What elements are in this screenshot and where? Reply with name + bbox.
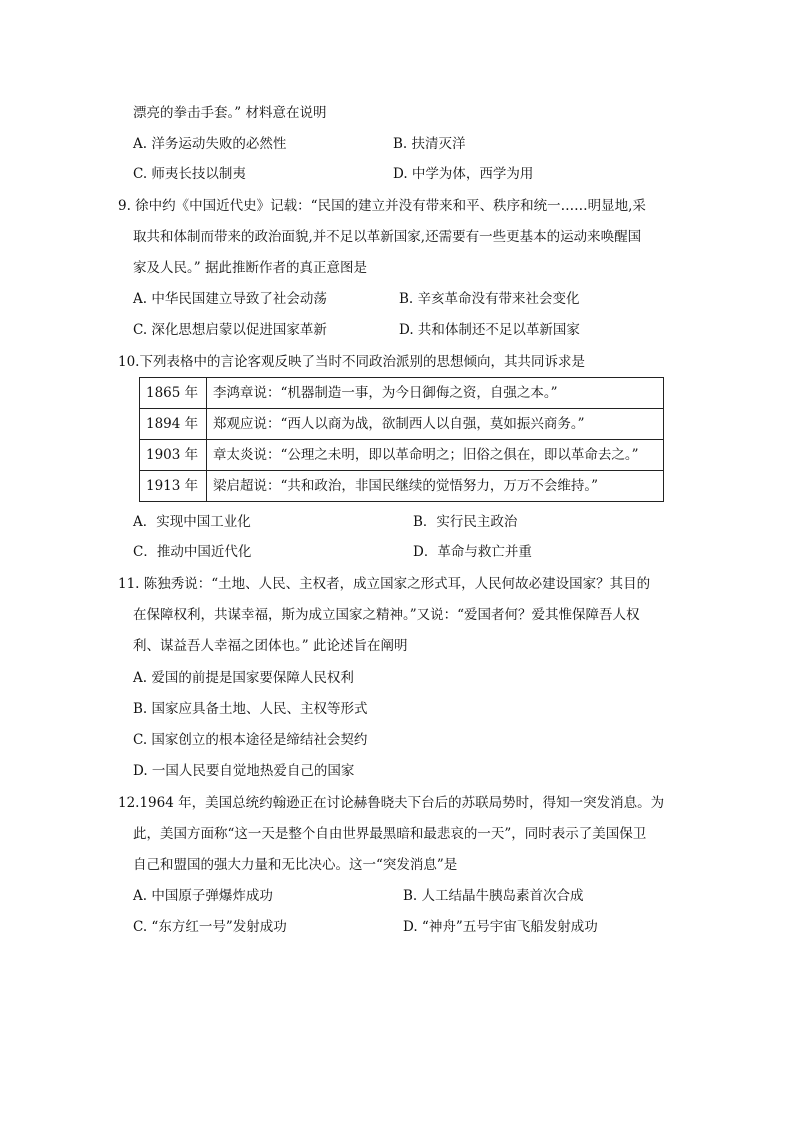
- q8-option-c[interactable]: C. 师夷长技以制夷: [133, 166, 246, 182]
- q11-stem-line-3: 利、谋益吾人幸福之团体也。” 此论述旨在阐明: [133, 638, 408, 654]
- q12-option-a[interactable]: A. 中国原子弹爆炸成功: [133, 888, 273, 904]
- q10-option-a[interactable]: A．实现中国工业化: [133, 514, 251, 530]
- q12-option-c[interactable]: C. “东方红一号”发射成功: [133, 919, 287, 935]
- table-cell-quote: 郑观应说：“西人以商为战，欲制西人以自强，莫如振兴商务。”: [207, 409, 664, 440]
- table-row: [140, 471, 664, 502]
- table-cell-year: 1894 年: [140, 409, 207, 440]
- q11-option-b[interactable]: B. 国家应具备土地、人民、主权等形式: [133, 701, 368, 717]
- q9-stem-line-1: 9. 徐中约《中国近代史》记载：“民国的建立并没有带来和平、秩序和统一……明显地,采: [118, 198, 646, 214]
- q11-stem-line-1: 11. 陈独秀说：“土地、人民、主权者，成立国家之形式耳，人民何故必建设国家？其目的: [118, 576, 651, 592]
- q11-stem-line-2: 在保障权利，共谋幸福，斯为成立国家之精神。”又说：“爱国者何？爱其惟保障吾人权: [133, 607, 640, 623]
- q12-option-b[interactable]: B. 人工结晶牛胰岛素首次合成: [403, 888, 584, 904]
- q12-stem-line-3: 自己和盟国的强大力量和无比决心。这一“突发消息”是: [133, 857, 458, 873]
- q10-option-d[interactable]: D．革命与救亡并重: [413, 544, 532, 560]
- table-cell-year: 1903 年: [140, 440, 207, 471]
- table-row: [140, 378, 664, 409]
- q8-option-d[interactable]: D. 中学为体，西学为用: [393, 166, 534, 182]
- table-cell-year: 1865 年: [140, 378, 207, 409]
- table-row: [140, 440, 664, 471]
- q9-stem-line-2: 取共和体制而带来的政治面貌,并不足以革新国家,还需要有一些更基本的运动来唤醒国: [133, 229, 642, 245]
- table-cell-year: 1913 年: [140, 471, 207, 502]
- q9-option-d[interactable]: D. 共和体制还不足以革新国家: [399, 322, 580, 338]
- q9-option-a[interactable]: A. 中华民国建立导致了社会动荡: [133, 291, 327, 307]
- q10-stem: 10.下列表格中的言论客观反映了当时不同政治派别的思想倾向，其共同诉求是: [118, 354, 585, 370]
- q8-option-b[interactable]: B. 扶清灭洋: [393, 136, 466, 152]
- q10-quotes-table: [139, 377, 664, 502]
- q12-stem-line-1: 12.1964 年，美国总统约翰逊正在讨论赫鲁晓夫下台后的苏联局势时，得知一突发消息。为: [118, 795, 665, 811]
- q10-option-b[interactable]: B．实行民主政治: [413, 514, 518, 530]
- q11-option-c[interactable]: C. 国家创立的根本途径是缔结社会契约: [133, 732, 368, 748]
- q8-option-a[interactable]: A. 洋务运动失败的必然性: [133, 136, 287, 152]
- q8-stem-continuation: 漂亮的拳击手套。” 材料意在说明: [133, 105, 327, 121]
- q9-stem-line-3: 家及人民。” 据此推断作者的真正意图是: [133, 260, 367, 276]
- q11-option-d[interactable]: D. 一国人民要自觉地热爱自己的国家: [133, 763, 355, 779]
- q10-option-c[interactable]: C．推动中国近代化: [133, 544, 252, 560]
- table-cell-quote: 梁启超说：“共和政治，非国民继续的觉悟努力，万万不会维持。”: [207, 471, 664, 502]
- table-row: [140, 409, 664, 440]
- q12-stem-line-2: 此，美国方面称“这一天是整个自由世界最黑暗和最悲哀的一天”，同时表示了美国保卫: [133, 826, 647, 842]
- table-cell-quote: 章太炎说：“公理之未明，即以革命明之；旧俗之俱在，即以革命去之。”: [207, 440, 664, 471]
- table-cell-quote: 李鸿章说：“机器制造一事，为今日御侮之资，自强之本。”: [207, 378, 664, 409]
- q12-option-d[interactable]: D. “神舟”五号宇宙飞船发射成功: [403, 919, 598, 935]
- q11-option-a[interactable]: A. 爱国的前提是国家要保障人民权利: [133, 670, 354, 686]
- q9-option-c[interactable]: C. 深化思想启蒙以促进国家革新: [133, 322, 327, 338]
- q9-option-b[interactable]: B. 辛亥革命没有带来社会变化: [399, 291, 580, 307]
